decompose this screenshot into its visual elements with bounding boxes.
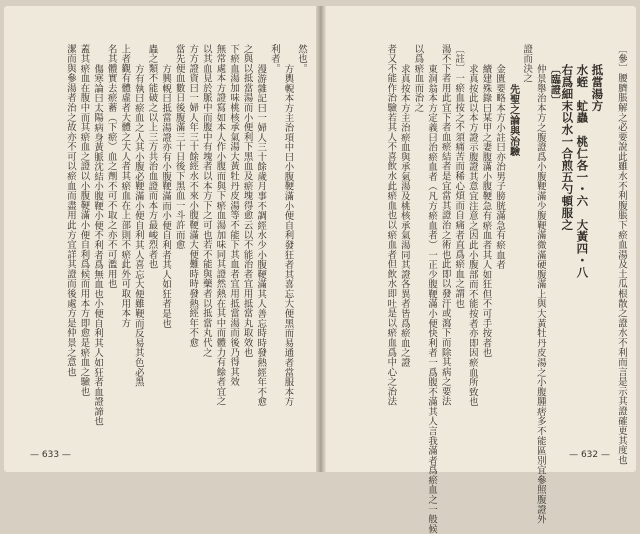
text-column: 下瘀血湯加味桃核承氣湯大黃牡丹皮湯等不能下其血者宜用抵當湯而後乃得其效: [228, 44, 240, 387]
text-column: 以爲瘀血而治之: [412, 44, 424, 113]
formula-ingredients: 水蛭 虻蟲 桃仁各一・六 大黃四・八: [575, 64, 590, 279]
text-column: 方興輗曰抵當湯證亦有小腹鞕滿而小便自利者其人如狂者是也: [160, 64, 172, 329]
text-column: 潔而與參湯者治之故亦不可以瘀血而盡用此方宜詳其證而後處方是仲景之意也: [64, 44, 76, 377]
page-number: — 632 —: [569, 450, 610, 460]
formula-title: 抵當湯方: [590, 64, 605, 112]
page-number-value: 633: [41, 450, 60, 460]
text-column: 方輿輗本方主治項中曰小腹鞕滿小便自利發狂者其喜忘大便黑而易通者當服本方: [282, 64, 294, 407]
text-column: 然也。: [296, 44, 307, 74]
text-column: 金匱要略本方小註曰亦治男子膀胱滿急有瘀血者: [494, 64, 506, 270]
text-column: 求真按此以本方證示腹證其意宜注意之因此小腹部而不能按者亦即因瘀血所致也: [466, 64, 478, 407]
page-number-value: 632: [580, 450, 599, 460]
text-column: 以其血見於脈中而腹中有塊者以本方下之可也若不能與藥者以抵當丸代之: [200, 44, 212, 358]
text-column: 方方證資曰一婦人年三十餘經水不來小腹鞕滿大便難時時發熱經年不愈: [187, 44, 199, 348]
text-column: 者又不能作治驗若其人不喜飲水此瘀血也以瘀血者但飲水即吐是以瘀血爲中心之治法: [385, 44, 397, 407]
text-column: 利者。: [268, 44, 280, 74]
column-spacer: [606, 44, 612, 434]
text-column: 湯不下者用此宜下者血瘀結者是宜當其證治之術也此即以發汗或瀉下而除其病之要法: [439, 44, 451, 407]
text-column: 名其體實去瘀蓄（下瘀）血之劑不可不取之亦不可濫用也: [105, 44, 117, 289]
text-column: 傷寒論曰太陽病身黃脈沈結小腹鞕小便不利者爲無血也小便自利其人如狂者血證諦也: [92, 64, 104, 427]
page-number: — 633 —: [30, 450, 71, 460]
right-page: [324, 6, 636, 534]
text-column: 仲景舉治本方之腹證爲小腹鞕滿少腹鞕滿微滿硬腹滿上與大黃牡丹皮湯之小腹腫痞多不能區別宜參照腹證外: [534, 64, 546, 525]
text-column: 無常處本方證寫如本人作小腹而與下瘀血湯加味同其證然熱在其中而體力有餘者宜之: [214, 44, 226, 407]
text-column: 方有執曰瘀血之人其小腹必鞕滿小便自利其人喜忘大便雖鞕而反易其色必黑: [132, 64, 144, 388]
text-column: 當先便血數日後腹滿三十日後下黑血一斗許而愈: [173, 44, 185, 250]
text-column: 求真按本方主治瘀血與承氣湯及桃核承氣湯同其證各異者皆爲瘀血之證: [398, 64, 410, 368]
text-column: 蓋其瘀血在腹中而其瘀血之證以小腹鞕滿小便自利爲候而用本方即愈是瘀血之驗也: [78, 44, 90, 397]
text-column: 蟲之類不能破之以上三方共治血證而本方最峻烈者也: [146, 44, 158, 270]
text-column: 續建殊錄曰某甲之妻腹滿小腹鞕急有瘀血者其人如狂但不可手按者也: [480, 64, 492, 358]
text-column: 東洞翁本方定義曰治瘀血者（凡方瘀血者）一正少腹鞕滿小便快利者一爲腹不滿其人言我滿者爲瘀血之一般候: [426, 64, 438, 534]
text-column: 〔註〕一瘀血按之不須痛苦而稀心煩而自痛者直爲瘀血之謂也: [453, 44, 465, 309]
text-column: 證而決之: [521, 44, 533, 84]
text-column: 上者觀有體虛者大體之大人者其瘀血在上部則不瘀此外可取用本方: [119, 44, 131, 328]
formula-instructions: 右爲細末以水一合煎五勺頓服之: [560, 64, 575, 231]
section-heading-clinical: 〔臨證〕: [548, 64, 560, 106]
section-heading-cases: 先聖之論與治驗: [507, 84, 519, 157]
text-column: 〔參〕腰臍脹解之必要說此雖水不利腹脹下瘀血湯及土瓜根散之證水不利而言是示其證確更其度也: [616, 44, 627, 465]
text-column: 之與以抵當湯而小便利下黑血及瘀塊得愈云以不能治者宜用抵當丸取效也: [241, 44, 253, 358]
left-page-text: [24, 44, 306, 434]
text-column: 漫游雜記曰一婦人三十餘歲月事不調經水少小腹鞕滿其人善忘時時發熱經年不愈: [255, 64, 267, 407]
left-page: [4, 6, 316, 472]
